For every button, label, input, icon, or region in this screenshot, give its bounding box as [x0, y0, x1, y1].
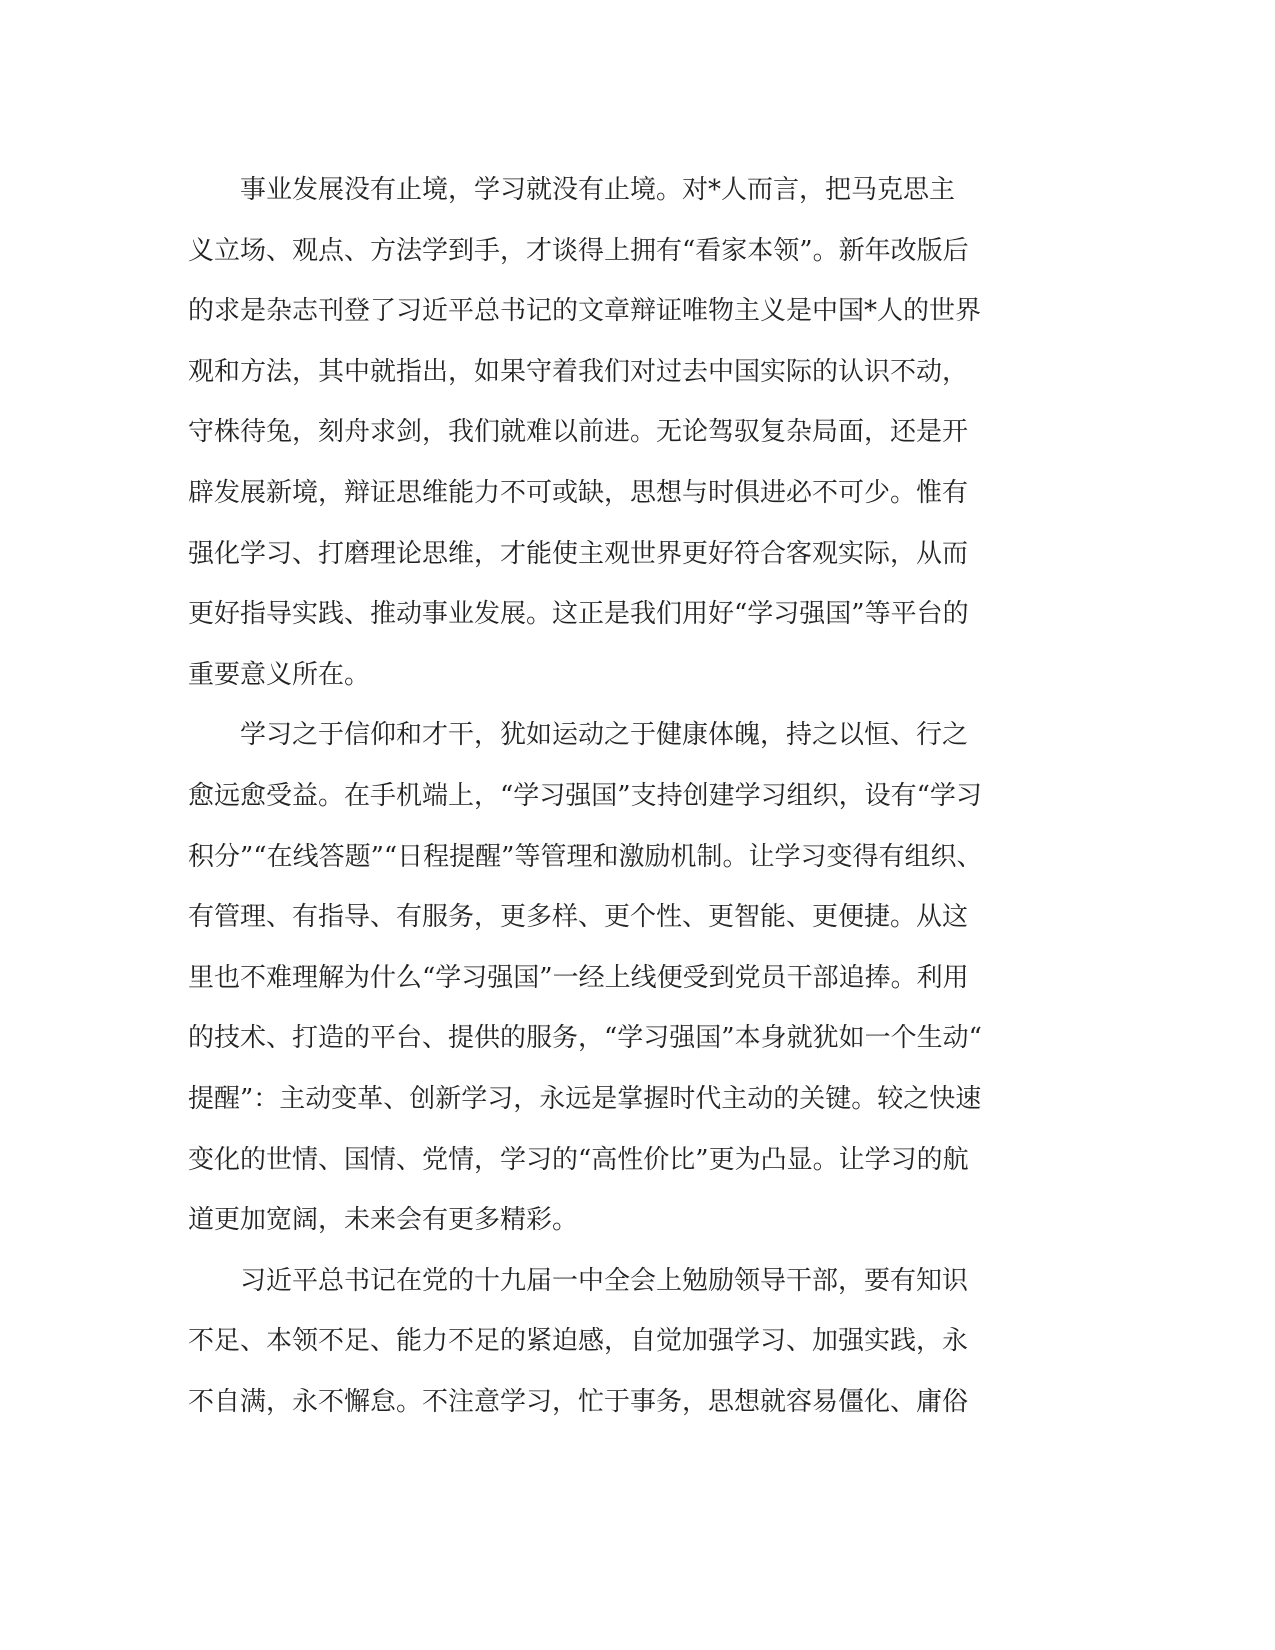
text-line: 强化学习、打磨理论思维，才能使主观世界更好符合客观实际，从而 [188, 538, 969, 569]
text-line: 不足、本领不足、能力不足的紧迫感，自觉加强学习、加强实践，永 [188, 1326, 969, 1357]
text-line: 辟发展新境，辩证思维能力不可或缺，思想与时俱进必不可少。惟有 [188, 477, 969, 508]
text-line: 学习之于信仰和才干，犹如运动之于健康体魄，持之以恒、行之 [188, 720, 969, 751]
text-line: 的求是杂志刊登了习近平总书记的文章辩证唯物主义是中国*人的世界 [188, 296, 982, 327]
text-line: 积分”“在线答题”“日程提醒”等管理和激励机制。让学习变得有组织、 [188, 841, 983, 872]
text-line: 义立场、观点、方法学到手，才谈得上拥有“看家本领”。新年改版后 [188, 235, 969, 266]
text-line: 更好指导实践、推动事业发展。这正是我们用好“学习强国”等平台的 [188, 599, 969, 630]
text-line: 道更加宽阔，未来会有更多精彩。 [188, 1205, 579, 1236]
text-line: 愈远愈受益。在手机端上，“学习强国”支持创建学习组织，设有“学习 [188, 780, 982, 811]
body-text [188, 160, 1088, 1432]
text-line: 的技术、打造的平台、提供的服务，“学习强国”本身就犹如一个生动“ [188, 1023, 982, 1054]
text-line: 不自满，永不懈怠。不注意学习，忙于事务，思想就容易僵化、庸俗 [188, 1386, 969, 1417]
text-line: 里也不难理解为什么“学习强国”一经上线便受到党员干部追捧。利用 [188, 962, 969, 993]
text-line: 有管理、有指导、有服务，更多样、更个性、更智能、更便捷。从这 [188, 902, 969, 933]
text-line: 习近平总书记在党的十九届一中全会上勉励领导干部，要有知识 [188, 1265, 969, 1296]
text-line: 观和方法，其中就指出，如果守着我们对过去中国实际的认识不动， [188, 356, 969, 387]
text-line: 事业发展没有止境，学习就没有止境。对*人而言，把马克思主 [188, 175, 956, 205]
text-line: 提醒”：主动变革、创新学习，永远是掌握时代主动的关键。较之快速 [188, 1083, 982, 1114]
text-line: 变化的世情、国情、党情，学习的“高性价比”更为凸显。让学习的航 [188, 1144, 969, 1175]
text-line: 守株待兔，刻舟求剑，我们就难以前进。无论驾驭复杂局面，还是开 [188, 417, 969, 448]
text-line: 重要意义所在。 [188, 659, 371, 690]
